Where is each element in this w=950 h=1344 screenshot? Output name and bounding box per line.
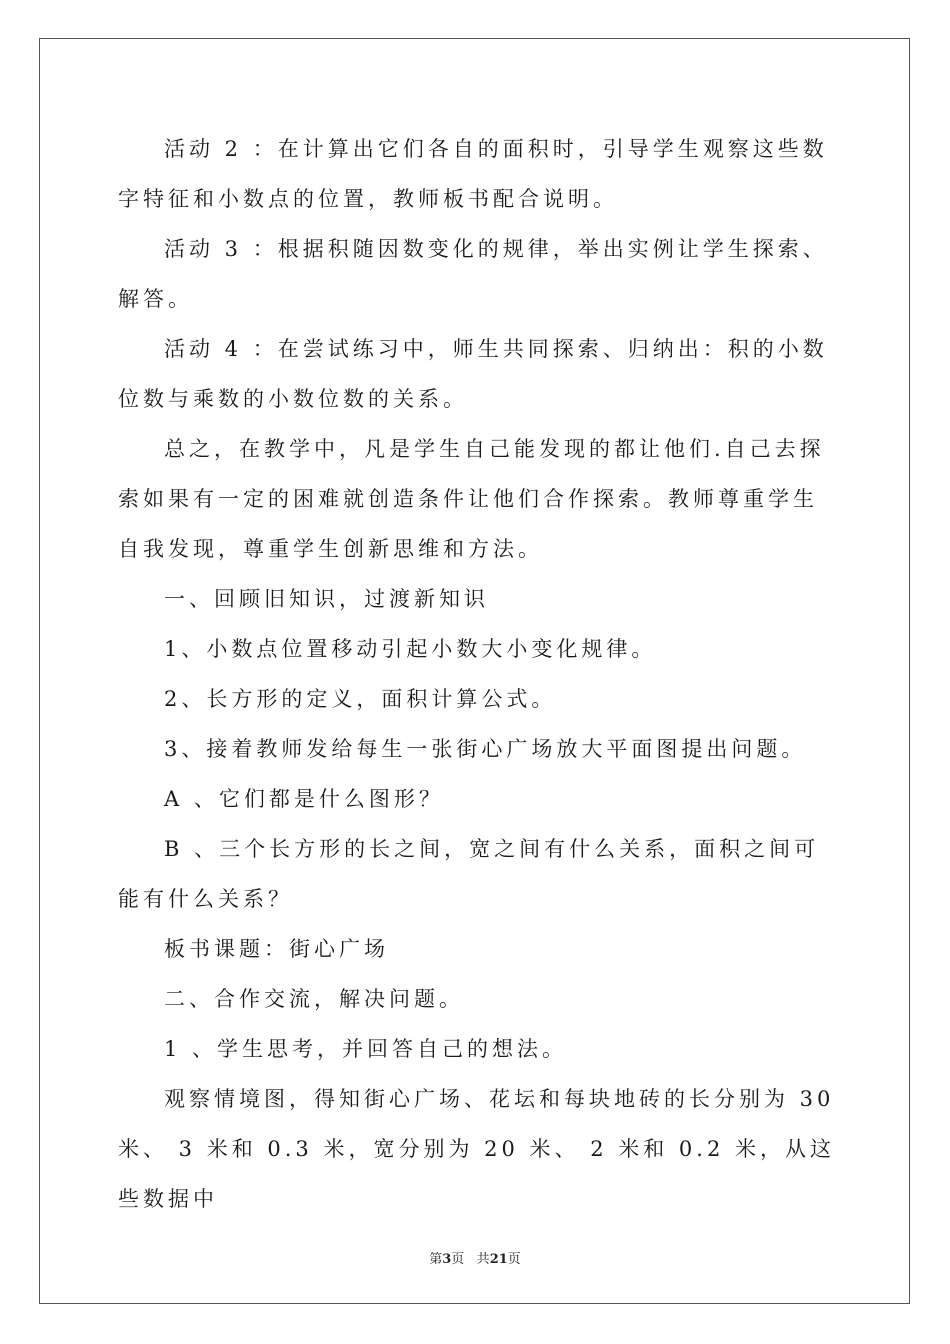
paragraph-summary: 总之，在教学中，凡是学生自己能发现的都让他们.自己去探索如果有一定的困难就创造条件让他们合作探索。教师尊重学生自我发现，尊重学生创新思维和方法。 xyxy=(118,437,825,561)
document-body xyxy=(118,124,838,1224)
board-title: 板书课题：街心广场 xyxy=(164,937,389,961)
list-item-3: 3、接着教师发给每生一张街心广场放大平面图提出问题。 xyxy=(164,737,807,761)
footer-total-pages: 21 xyxy=(489,1252,508,1267)
footer-page-prefix: 第 xyxy=(429,1252,443,1267)
footer-total-prefix: 共 xyxy=(476,1252,490,1267)
step-1: 1 、学生思考，并回答自己的想法。 xyxy=(164,1037,568,1061)
footer-total-unit: 页 xyxy=(507,1252,521,1267)
section-heading-review: 一、回顾旧知识，过渡新知识 xyxy=(164,587,489,611)
section-heading-cooperate: 二、合作交流，解决问题。 xyxy=(164,987,464,1011)
question-b: B 、三个长方形的长之间，宽之间有什么关系，面积之间可能有什么关系？ xyxy=(118,837,820,911)
paragraph-activity-4: 活动 4 ：在尝试练习中，师生共同探索、归纳出：积的小数位数与乘数的小数位数的关系。 xyxy=(118,337,828,411)
question-a: A 、它们都是什么图形？ xyxy=(164,787,444,811)
list-item-1: 1、小数点位置移动引起小数大小变化规律。 xyxy=(164,637,657,661)
footer-current-page: 3 xyxy=(442,1252,452,1267)
list-item-2: 2、长方形的定义，面积计算公式。 xyxy=(164,687,557,711)
page-footer xyxy=(0,1248,950,1267)
footer-page-unit: 页 xyxy=(451,1252,465,1267)
paragraph-activity-3: 活动 3 ：根据积随因数变化的规律，举出实例让学生探索、解答。 xyxy=(118,237,828,311)
paragraph-observation: 观察情境图，得知街心广场、花坛和每块地砖的长分别为 30 米、 3 米和 0.3 米，宽分别为 20 米、 2 米和 0.2 米，从这些数据中 xyxy=(118,1087,835,1211)
paragraph-activity-2: 活动 2 ：在计算出它们各自的面积时，引导学生观察这些数字特征和小数点的位置，教师板书配合说明。 xyxy=(118,137,828,211)
